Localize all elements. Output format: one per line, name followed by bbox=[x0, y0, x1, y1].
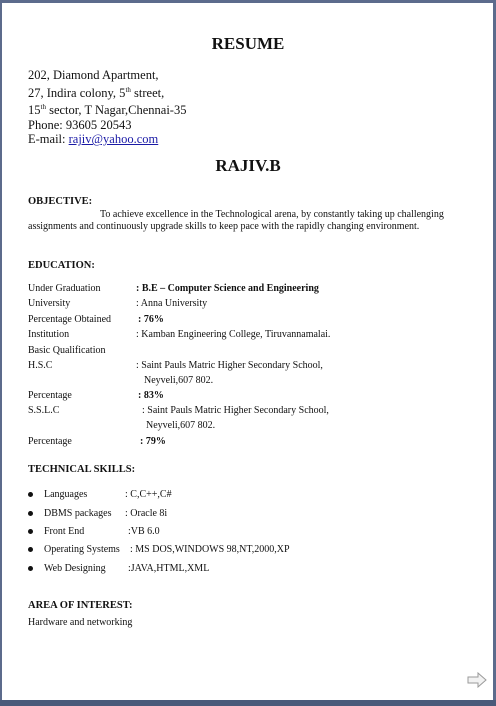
skill-label: Web Designing bbox=[44, 563, 106, 574]
education-label: Under Graduation bbox=[28, 283, 101, 294]
document-title: RESUME bbox=[211, 34, 285, 53]
skill-label: Operating Systems bbox=[44, 544, 120, 555]
next-page-arrow-icon[interactable] bbox=[467, 672, 487, 688]
address-line-1: 202, Diamond Apartment, bbox=[28, 68, 159, 82]
education-value: : 79% bbox=[140, 436, 166, 447]
skill-value: : C,C++,C# bbox=[125, 489, 172, 500]
bullet-icon bbox=[28, 547, 33, 552]
bullet-icon bbox=[28, 511, 33, 516]
education-value: : Kamban Engineering College, Tiruvannamalai. bbox=[136, 329, 331, 340]
education-label: H.S.C bbox=[28, 360, 53, 371]
area-of-interest-text: Hardware and networking bbox=[28, 617, 133, 628]
education-label: Institution bbox=[28, 329, 70, 340]
education-value: Neyveli,607 802. bbox=[146, 420, 216, 431]
objective-heading: OBJECTIVE: bbox=[28, 196, 93, 207]
skill-label: Languages bbox=[44, 489, 88, 500]
email-line: E-mail: rajiv@yahoo.com bbox=[28, 132, 159, 147]
education-value: : Anna University bbox=[136, 298, 208, 309]
education-value: : 83% bbox=[138, 390, 164, 401]
area-of-interest-heading: AREA OF INTEREST: bbox=[28, 600, 133, 611]
education-value: : 76% bbox=[138, 314, 164, 325]
education-value: : Saint Pauls Matric Higher Secondary School, bbox=[136, 360, 323, 371]
education-value: : B.E – Computer Science and Engineering bbox=[136, 283, 319, 294]
technical-skills-heading: TECHNICAL SKILLS: bbox=[28, 464, 136, 475]
education-label: S.S.L.C bbox=[28, 405, 60, 416]
page-border-bottom bbox=[0, 700, 496, 706]
education-label: Percentage bbox=[28, 390, 72, 401]
skill-value: :JAVA,HTML,XML bbox=[128, 563, 210, 574]
education-label: Basic Qualification bbox=[28, 345, 106, 356]
address-block bbox=[28, 68, 186, 147]
skill-label: DBMS packages bbox=[44, 508, 112, 519]
page-border-top bbox=[0, 0, 496, 3]
skill-value: : MS DOS,WINDOWS 98,NT,2000,XP bbox=[130, 544, 290, 555]
education-label: Percentage Obtained bbox=[28, 314, 112, 325]
candidate-name: RAJIV.B bbox=[215, 156, 281, 175]
page-border-left bbox=[0, 0, 2, 706]
education-value: Neyveli,607 802. bbox=[144, 375, 214, 386]
education-heading: EDUCATION: bbox=[28, 260, 95, 271]
education-value: : Saint Pauls Matric Higher Secondary School, bbox=[142, 405, 329, 416]
bullet-icon bbox=[28, 529, 33, 534]
skill-label: Front End bbox=[44, 526, 85, 537]
bullet-icon bbox=[28, 492, 33, 497]
education-label: University bbox=[28, 298, 71, 309]
email-link[interactable]: rajiv@yahoo.com bbox=[68, 132, 159, 147]
objective-text: To achieve excellence in the Technological arena, by constantly taking up challenging assignments and continuously upgrade skills to keep pace with the rapidly changing environment. bbox=[28, 209, 444, 232]
skill-value: :VB 6.0 bbox=[128, 526, 160, 537]
address-line-3: 15th sector, T Nagar,Chennai-35 bbox=[28, 103, 187, 118]
phone: Phone: 93605 20543 bbox=[28, 117, 132, 132]
education-label: Percentage bbox=[28, 436, 72, 447]
bullet-icon bbox=[28, 566, 33, 571]
skill-value: : Oracle 8i bbox=[125, 508, 168, 519]
address-line-2: 27, Indira colony, 5th street, bbox=[28, 85, 165, 100]
